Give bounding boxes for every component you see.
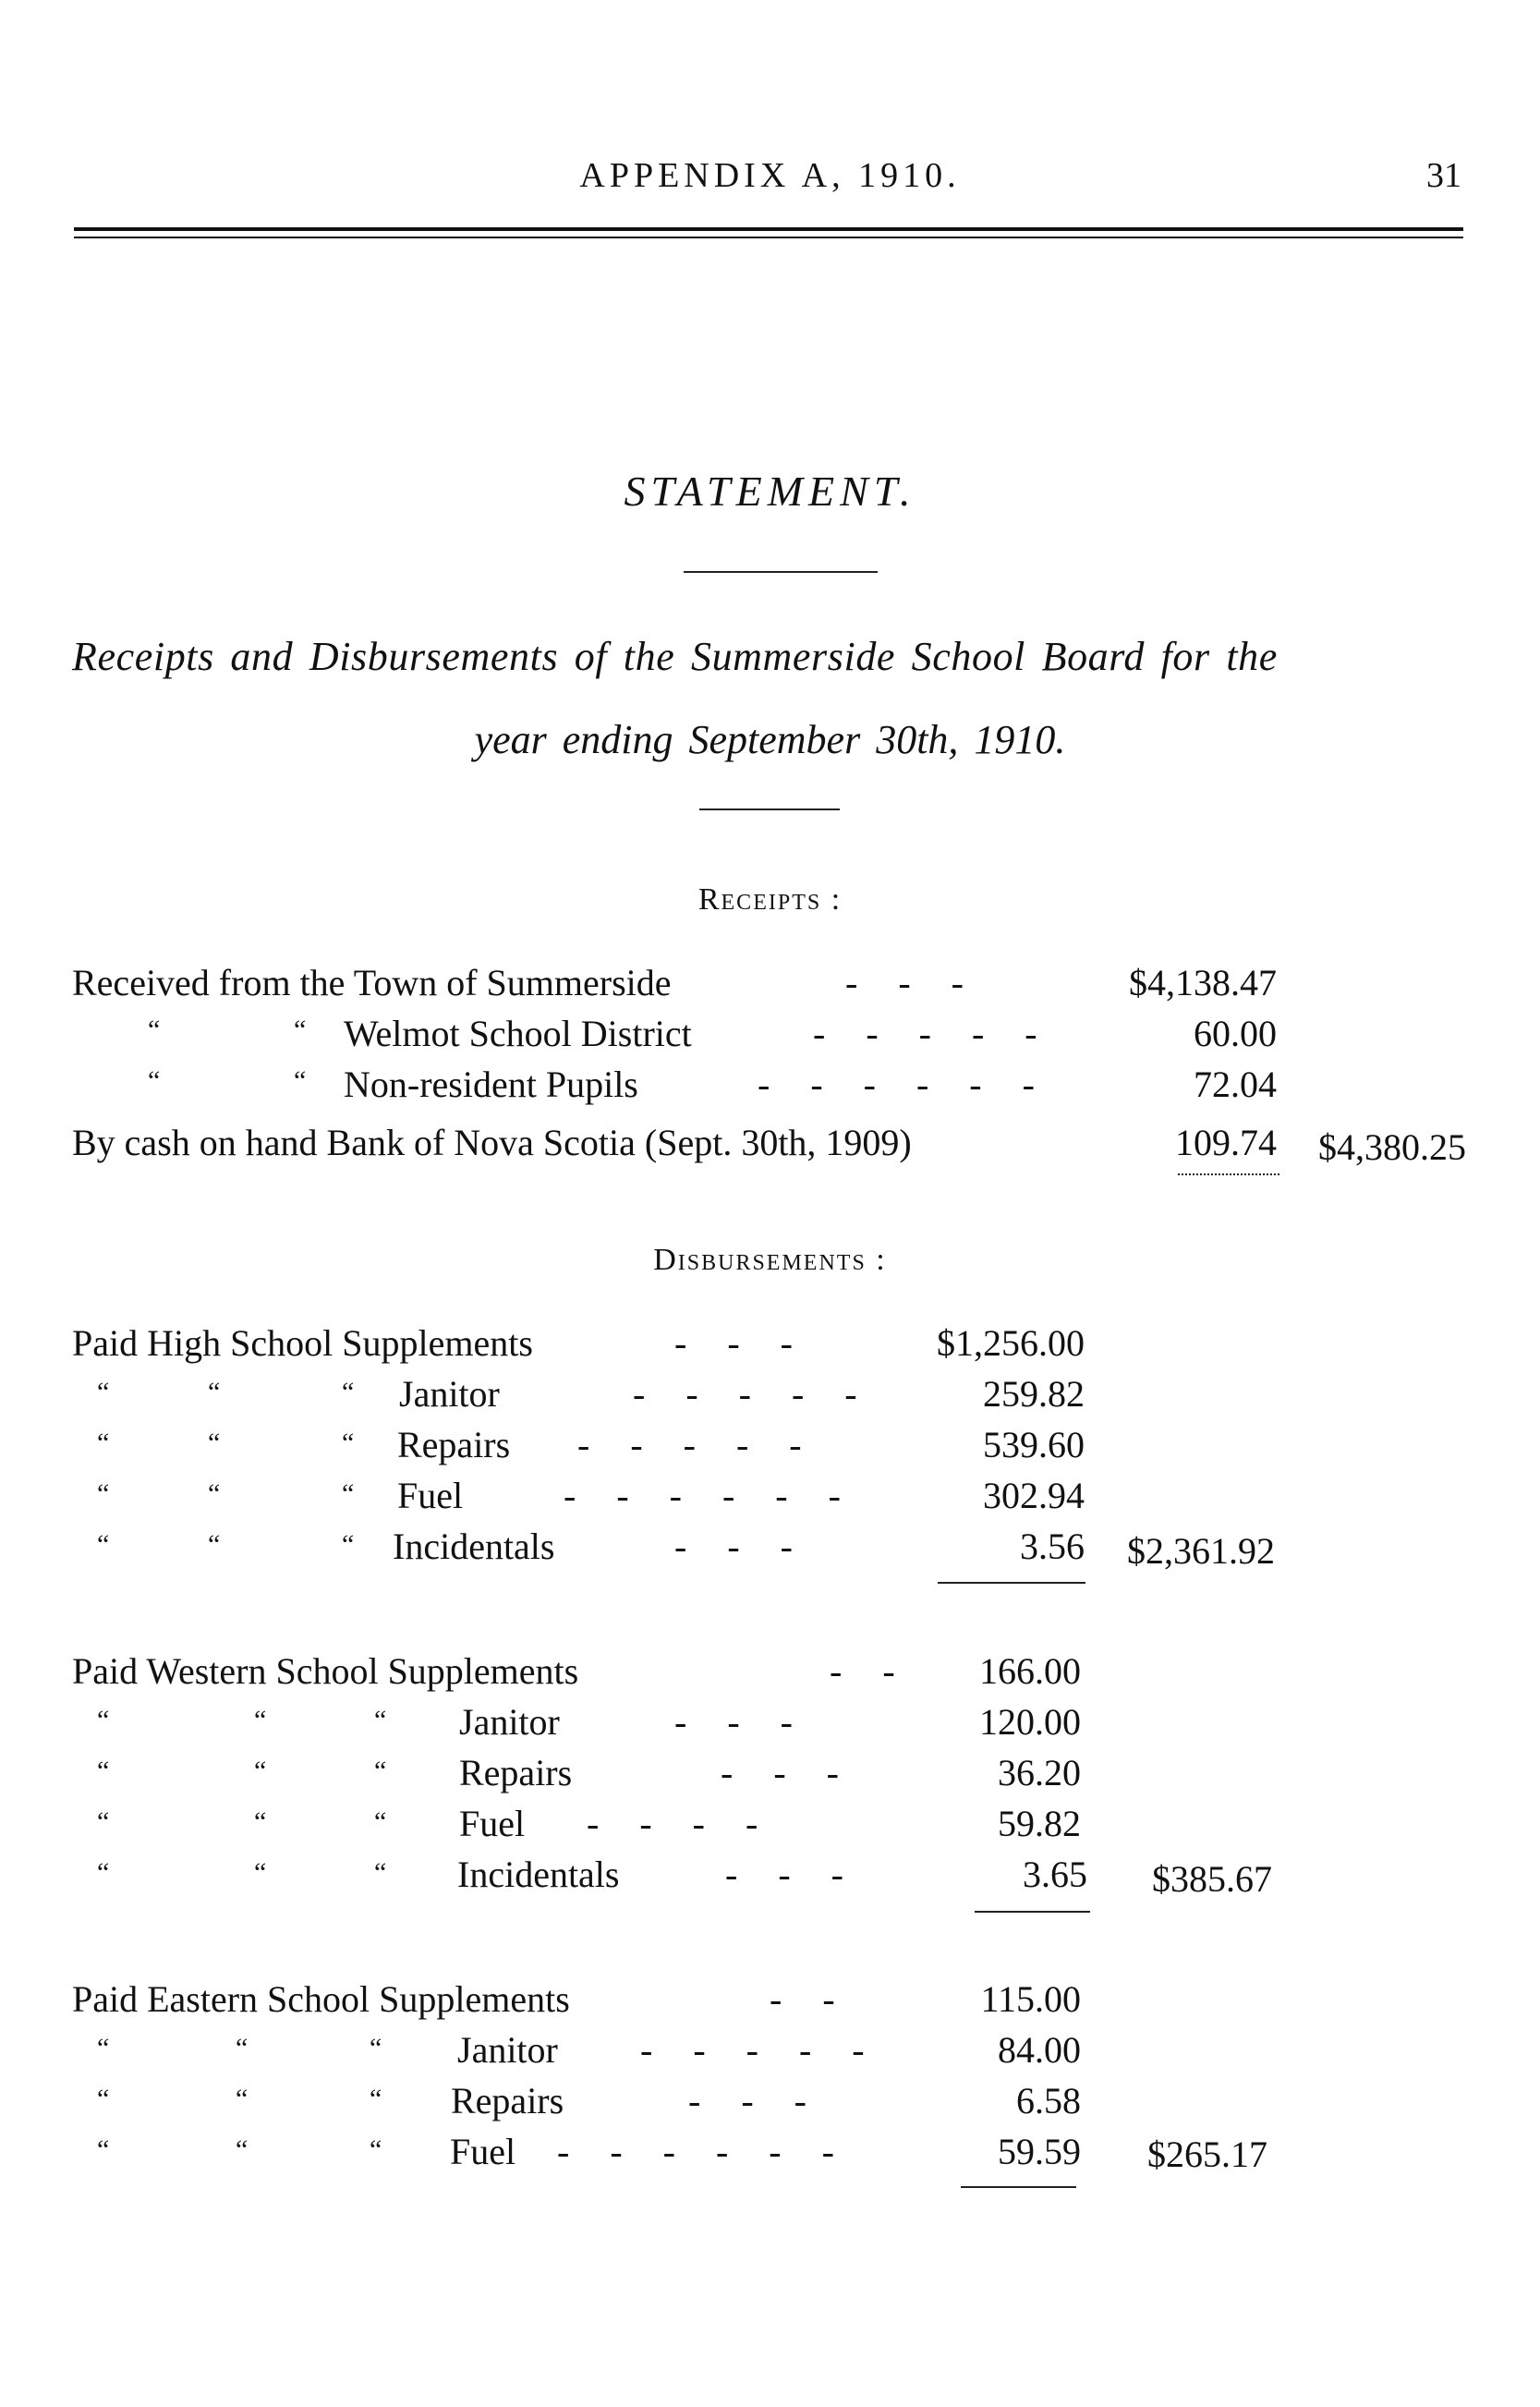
row-leader: - - - - [587, 1803, 758, 1844]
ditto-mark: “ [97, 1806, 110, 1837]
row-label: Repairs [451, 2080, 564, 2121]
header-rule-thin [74, 237, 1463, 238]
ditto-mark: “ [342, 1478, 355, 1509]
ditto-mark: “ [208, 1428, 221, 1458]
row-label: Paid Western School Supplements [72, 1650, 579, 1692]
row-label: Paid Eastern School Supplements [72, 1978, 570, 2020]
ditto-mark: “ [370, 2033, 382, 2063]
row-amount: 60.00 [1194, 1013, 1277, 1054]
row-leader: - - - [721, 1752, 839, 1793]
running-head: APPENDIX A, 1910. [579, 156, 961, 195]
row-label: Fuel [397, 1475, 464, 1516]
row-amount: 84.00 [998, 2029, 1081, 2071]
row-amount: 120.00 [979, 1701, 1081, 1743]
row-label: Fuel [450, 2131, 516, 2172]
ditto-mark: “ [97, 1428, 110, 1458]
row-label: Repairs [397, 1424, 511, 1465]
row-leader: - - - [845, 962, 964, 1003]
row-label: Janitor [459, 1701, 560, 1743]
row-amount: $4,138.47 [1129, 962, 1277, 1003]
row-label: Incidentals [457, 1854, 620, 1895]
row-amount: 166.00 [979, 1650, 1081, 1692]
row-leader: - - - - - - [564, 1475, 841, 1516]
ditto-mark: “ [97, 1529, 110, 1560]
ditto-mark: “ [370, 2134, 382, 2165]
ditto-mark: “ [97, 1705, 110, 1735]
row-amount: 3.56 [1020, 1526, 1085, 1567]
ditto-mark: “ [97, 1377, 110, 1407]
row-label: Non-resident Pupils [344, 1064, 638, 1105]
row-amount: 259.82 [983, 1373, 1085, 1415]
group-total: $2,361.92 [1127, 1530, 1275, 1572]
row-label: By cash on hand Bank of Nova Scotia (Sept. 30th, 1909) [72, 1122, 912, 1163]
western-school-sum-rule [975, 1911, 1090, 1913]
row-amount: $1,256.00 [937, 1322, 1085, 1364]
ditto-mark: “ [374, 1756, 387, 1786]
ditto-mark: “ [208, 1478, 221, 1509]
row-leader: - - - [688, 2080, 806, 2121]
row-leader: - - - - - [577, 1424, 802, 1465]
ditto-mark: “ [254, 1756, 267, 1786]
disbursements-heading: Disbursements : [653, 1243, 887, 1277]
title-rule [684, 571, 878, 573]
row-amount: 3.65 [1023, 1854, 1087, 1895]
row-leader: - - - [674, 1526, 793, 1567]
ditto-mark: “ [208, 1529, 221, 1560]
subtitle-line-2: year ending September 30th, 1910. [474, 717, 1066, 762]
row-amount: 539.60 [983, 1424, 1085, 1465]
ditto-mark: “ [374, 1857, 387, 1888]
ditto-mark: “ [254, 1857, 267, 1888]
row-amount: 115.00 [980, 1978, 1081, 2020]
ditto-mark: “ [97, 2033, 110, 2063]
ditto-mark: “ [97, 1478, 110, 1509]
ditto-mark: “ [97, 1857, 110, 1888]
receipts-sum-rule [1178, 1173, 1279, 1175]
ditto-mark: “ [236, 2084, 249, 2114]
ditto-mark: “ [148, 1015, 161, 1045]
ditto-mark: “ [236, 2033, 249, 2063]
row-leader: - - - - - - [557, 2131, 834, 2172]
subtitle-line-1: Receipts and Disbursements of the Summerside School Board for the [72, 634, 1278, 679]
row-leader: - - - [674, 1701, 793, 1743]
row-leader: - - [830, 1650, 895, 1692]
row-amount: 36.20 [998, 1752, 1081, 1793]
row-leader: - - - [674, 1322, 793, 1364]
row-amount: 72.04 [1194, 1064, 1277, 1105]
row-label: Incidentals [393, 1526, 555, 1567]
page-number: 31 [1426, 156, 1461, 195]
row-amount: 109.74 [1175, 1122, 1277, 1163]
row-label: Received from the Town of Summerside [72, 962, 672, 1003]
ditto-mark: “ [236, 2134, 249, 2165]
row-leader: - - [770, 1978, 835, 2020]
row-label: Paid High School Supplements [72, 1322, 533, 1364]
eastern-school-sum-rule [961, 2186, 1076, 2188]
ditto-mark: “ [97, 1756, 110, 1786]
receipts-heading: Receipts : [697, 882, 843, 917]
high-school-sum-rule [938, 1582, 1085, 1584]
ditto-mark: “ [294, 1065, 307, 1096]
ditto-mark: “ [97, 2134, 110, 2165]
ditto-mark: “ [208, 1377, 221, 1407]
row-amount: 59.82 [998, 1803, 1081, 1844]
statement-title: STATEMENT. [624, 468, 916, 515]
row-label: Janitor [457, 2029, 558, 2071]
row-leader: - - - - - [813, 1013, 1037, 1054]
row-label: Fuel [459, 1803, 526, 1844]
subtitle-rule [699, 808, 840, 810]
row-leader: - - - - - [640, 2029, 865, 2071]
row-label: Janitor [399, 1373, 500, 1415]
row-amount: 6.58 [1016, 2080, 1081, 2121]
row-label: Repairs [459, 1752, 573, 1793]
ditto-mark: “ [374, 1705, 387, 1735]
row-leader: - - - [725, 1854, 843, 1895]
row-leader: - - - - - - [758, 1064, 1035, 1105]
ditto-mark: “ [254, 1705, 267, 1735]
header-rule-thick [74, 227, 1463, 231]
ditto-mark: “ [294, 1015, 307, 1045]
ditto-mark: “ [148, 1065, 161, 1096]
ditto-mark: “ [97, 2084, 110, 2114]
group-total: $385.67 [1152, 1858, 1272, 1900]
row-amount: 59.59 [998, 2131, 1081, 2172]
ditto-mark: “ [342, 1529, 355, 1560]
ditto-mark: “ [374, 1806, 387, 1837]
ditto-mark: “ [342, 1428, 355, 1458]
row-leader: - - - - - [633, 1373, 857, 1415]
row-amount: 302.94 [983, 1475, 1085, 1516]
ditto-mark: “ [254, 1806, 267, 1837]
group-total: $265.17 [1147, 2133, 1267, 2175]
row-label: Welmot School District [344, 1013, 692, 1054]
ditto-mark: “ [370, 2084, 382, 2114]
ditto-mark: “ [342, 1377, 355, 1407]
receipts-total: $4,380.25 [1318, 1126, 1466, 1168]
